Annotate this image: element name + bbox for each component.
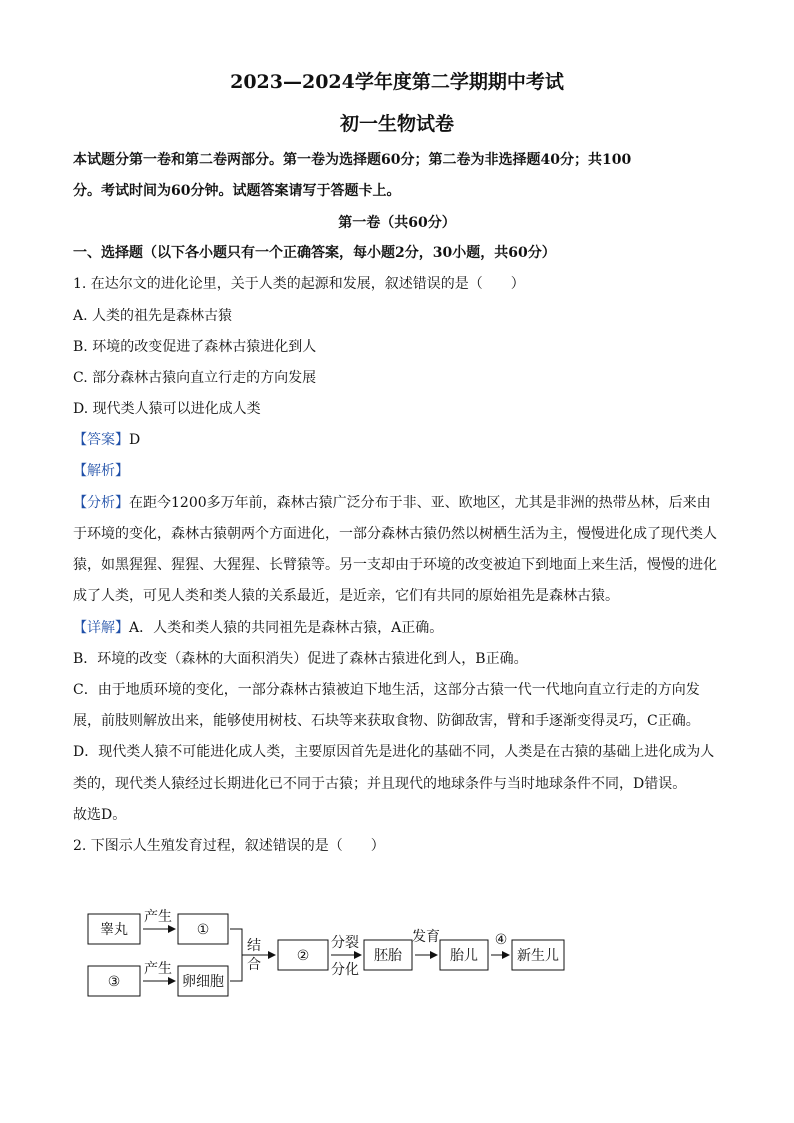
q1-xiangjie-line-5: D．现代类人猿不可能进化成人类，主要原因首先是进化的基础不同，人类是在古猿的基础上进化成为人 bbox=[73, 744, 715, 760]
q1-stem: 1. 在达尔文的进化论里，关于人类的起源和发展，叙述错误的是（ ） bbox=[73, 276, 525, 292]
q1-option-b: B. 环境的改变促进了森林古猿进化到人 bbox=[73, 339, 317, 355]
q1-xiangjie-line-1 bbox=[73, 618, 443, 638]
answer-tag: 【答案】 bbox=[73, 432, 129, 448]
label-divide: 分裂 bbox=[331, 935, 359, 951]
label-combine-1: 结 bbox=[247, 938, 261, 954]
q1-fenxi-line-3: 猿，如黑猩猩、猩猩、大猩猩、长臂猿等。另一支却由于环境的改变被迫下到地面上来生活，慢慢的进化 bbox=[73, 557, 717, 573]
label-produce-top: 产生 bbox=[144, 909, 172, 925]
q1-option-c: C. 部分森林古猿向直立行走的方向发展 bbox=[73, 370, 317, 386]
box-newborn bbox=[512, 940, 564, 970]
label-combine-2: 合 bbox=[247, 957, 261, 973]
box-fetus bbox=[440, 940, 488, 970]
xiangjie-text-1: A．人类和类人猿的共同祖先是森林古猿，A正确。 bbox=[129, 620, 444, 636]
q1-xiangjie-line-2: B．环境的改变（森林的大面积消失）促进了森林古猿进化到人，B正确。 bbox=[73, 651, 528, 667]
q1-option-a: A. 人类的祖先是森林古猿 bbox=[73, 308, 233, 324]
label-produce-bottom: 产生 bbox=[144, 961, 172, 977]
box-embryo-label: 胚胎 bbox=[374, 948, 402, 964]
box-newborn-label: 新生儿 bbox=[517, 948, 559, 964]
box-sperm-1 bbox=[178, 914, 228, 944]
intro-line-2: 分。考试时间为60分钟。试题答案请写于答题卡上。 bbox=[73, 183, 401, 199]
answer-value: D bbox=[129, 432, 141, 448]
box-zygote-2 bbox=[278, 940, 328, 970]
bracket-combine bbox=[230, 929, 242, 981]
q1-option-d: D. 现代类人猿可以进化成人类 bbox=[73, 401, 261, 417]
intro-line-1: 本试题分第一卷和第二卷两部分。第一卷为选择题60分；第二卷为非选择题40分；共100 bbox=[73, 152, 632, 168]
xiangjie-tag: 【详解】 bbox=[73, 620, 129, 636]
analysis-tag: 【解析】 bbox=[73, 463, 129, 479]
label-differentiate: 分化 bbox=[331, 962, 359, 978]
page-subtitle: 初一生物试卷 bbox=[339, 113, 454, 135]
box-3-label: ③ bbox=[107, 974, 121, 990]
q1-xiangjie-line-3: C．由于地质环境的变化，一部分森林古猿被迫下地生活，这部分古猿一代一代地向直立行走的方向发 bbox=[73, 682, 700, 698]
q2-stem: 2. 下图示人生殖发育过程，叙述错误的是（ ） bbox=[73, 838, 385, 854]
fenxi-text-1: 在距今1200多万年前，森林古猿广泛分布于非、亚、欧地区，尤其是非洲的热带丛林，后来由 bbox=[129, 495, 711, 511]
box-1-label: ① bbox=[196, 922, 210, 938]
q1-fenxi-line-2: 于环境的变化，森林古猿朝两个方面进化，一部分森林古猿仍然以树栖生活为主，慢慢进化成了现代类人 bbox=[73, 526, 717, 542]
box-fetus-label: 胎儿 bbox=[450, 948, 478, 964]
section-heading: 一、选择题（以下各小题只有一个正确答案，每小题2分，30小题，共60分） bbox=[73, 245, 556, 261]
box-2-label: ② bbox=[296, 948, 310, 964]
q1-answer bbox=[73, 430, 140, 450]
label-4: ④ bbox=[494, 932, 508, 948]
box-testis bbox=[88, 914, 140, 944]
q1-fenxi-line-4: 成了人类，可见人类和类人猿的关系最近，是近亲，它们有共同的原始祖先是森林古猿。 bbox=[73, 588, 619, 604]
q1-xiangjie-line-4: 展，前肢则解放出来，能够使用树枝、石块等来获取食物、防御敌害，臂和手逐渐变得灵巧，C正确。 bbox=[73, 713, 700, 729]
box-testis-label: 睾丸 bbox=[100, 922, 128, 938]
label-develop: 发育 bbox=[412, 929, 440, 945]
page-title: 2023—2024学年度第二学期期中考试 bbox=[230, 71, 564, 93]
section-title: 第一卷（共60分） bbox=[338, 215, 456, 231]
box-ovary-3 bbox=[88, 966, 140, 996]
q1-xiangjie-line-6: 类的，现代类人猿经过长期进化已不同于古猿；并且现代的地球条件与当时地球条件不同，D错误。 bbox=[73, 776, 687, 792]
box-embryo bbox=[364, 940, 412, 970]
q1-fenxi-line-1 bbox=[73, 493, 711, 513]
box-egg bbox=[178, 966, 228, 996]
q1-conclusion: 故选D。 bbox=[73, 807, 127, 823]
box-egg-label: 卵细胞 bbox=[182, 974, 224, 990]
fenxi-tag: 【分析】 bbox=[73, 495, 129, 511]
